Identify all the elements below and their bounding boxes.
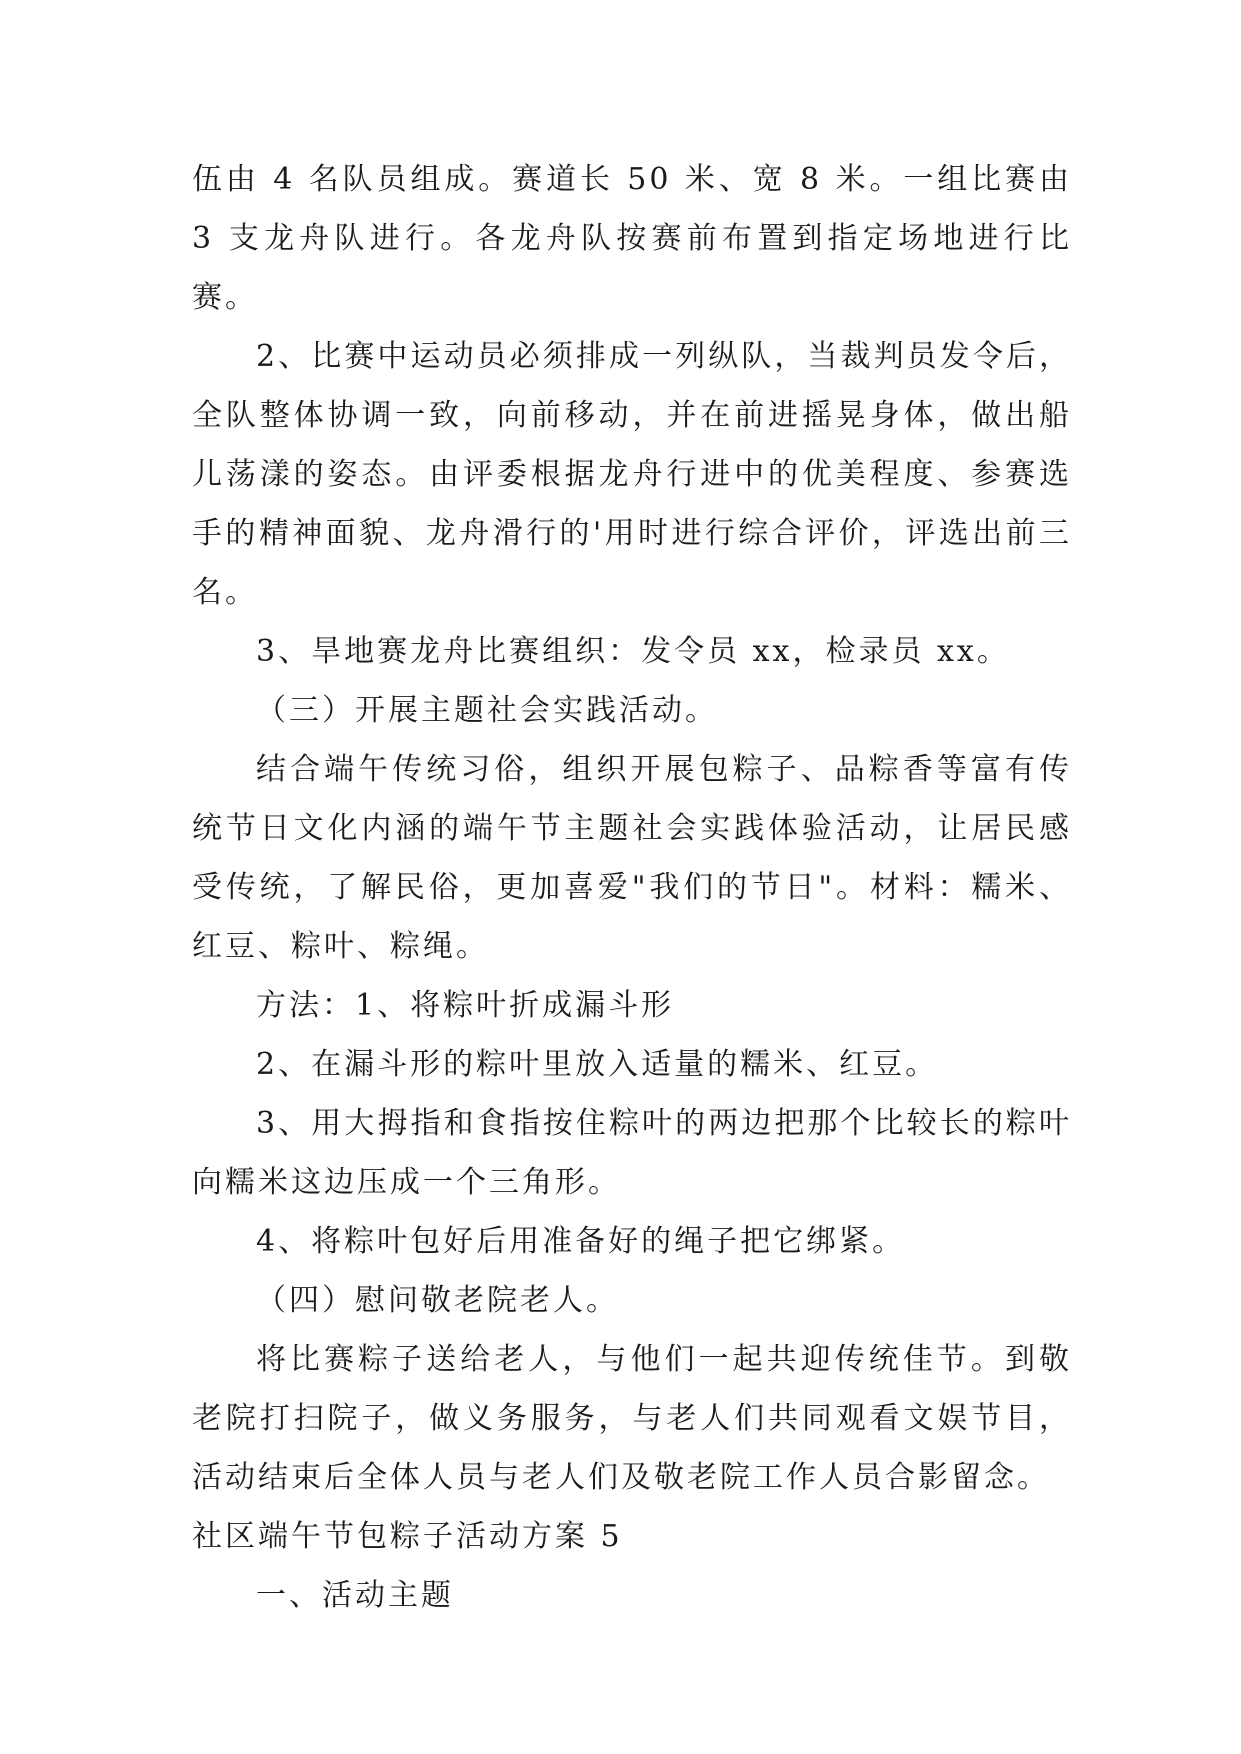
paragraph: 方法：1、将粽叶折成漏斗形 [256,988,675,1023]
paragraph: 3、旱地赛龙舟比赛组织：发令员 xx，检录员 xx。 [256,634,1010,669]
section-heading: （四）慰问敬老院老人。 [256,1283,619,1318]
section-heading: （三）开展主题社会实践活动。 [256,693,718,728]
paragraph: 将比赛粽子送给老人，与他们一起共迎传统佳节。到敬老院打扫院子，做义务服务，与老人们共同观看文娱节目，活动结束后全体人员与老人们及敬老院工作人员合影留念。 [192,1342,1072,1495]
paragraph: 2、在漏斗形的粽叶里放入适量的糯米、红豆。 [256,1047,939,1082]
section-heading: 一、活动主题 [256,1578,454,1613]
paragraph: 3、用大拇指和食指按住粽叶的两边把那个比较长的粽叶向糯米这边压成一个三角形。 [192,1106,1072,1200]
paragraph: 2、比赛中运动员必须排成一列纵队，当裁判员发令后，全队整体协调一致，向前移动，并在前进摇晃身体，做出船儿荡漾的姿态。由评委根据龙舟行进中的优美程度、参赛选手的精神面貌、龙舟滑行的'用时进行综合评价，评选出前三名。 [192,339,1072,610]
document-title: 社区端午节包粽子活动方案 5 [192,1519,623,1554]
paragraph: 结合端午传统习俗，组织开展包粽子、品粽香等富有传统节日文化内涵的端午节主题社会实践体验活动，让居民感受传统，了解民俗，更加喜爱"我们的节日"。材料：糯米、红豆、粽叶、粽绳。 [192,752,1072,964]
paragraph: 伍由 4 名队员组成。赛道长 50 米、宽 8 米。一组比赛由 3 支龙舟队进行。各龙舟队按赛前布置到指定场地进行比赛。 [192,162,1072,315]
document-body [192,150,1072,1625]
paragraph: 4、将粽叶包好后用准备好的绳子把它绑紧。 [256,1224,906,1259]
